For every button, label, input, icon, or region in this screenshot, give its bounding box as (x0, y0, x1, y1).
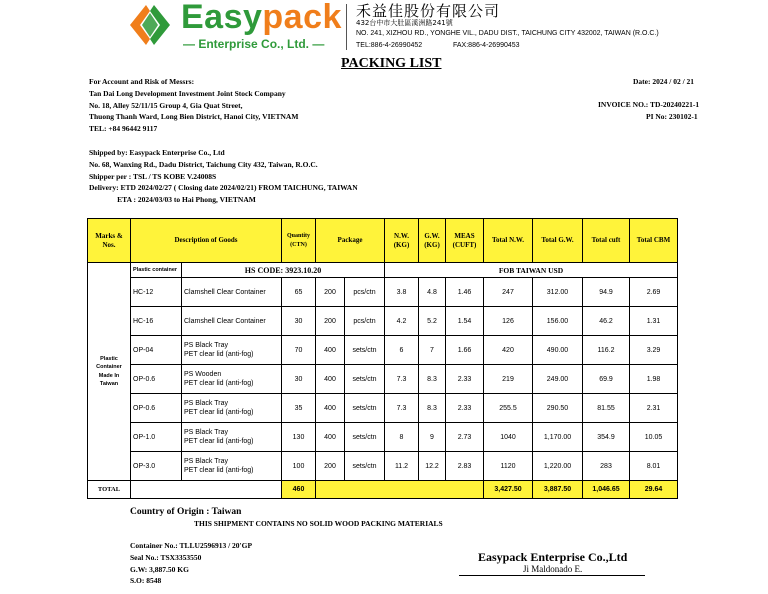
item-code: OP-0.6 (131, 394, 182, 423)
gross-weight: 12.2 (419, 452, 446, 481)
shipping-line: Shipped by: Easypack Enterprise Co., Ltd (89, 148, 225, 157)
grand-total-gross-weight: 3,887.50 (533, 481, 583, 499)
package-unit: sets/ctn (345, 394, 385, 423)
quantity-cell: 65 (282, 278, 316, 307)
net-weight: 3.8 (385, 278, 419, 307)
quantity-cell: 130 (282, 423, 316, 452)
header-cell: Package (316, 219, 385, 263)
address-chinese: 432台中市大肚區溪洲路241號 (356, 19, 453, 27)
quantity-cell: 100 (282, 452, 316, 481)
gross-weight: 7 (419, 336, 446, 365)
brand-name: Easypack (181, 0, 342, 36)
table-row (88, 452, 678, 481)
document-date: Date: 2024 / 02 / 21 (633, 77, 695, 86)
item-description: Clamshell Clear Container (182, 278, 282, 307)
account-line: Tan Dai Long Development Investment Joint Stock Company (89, 88, 286, 98)
meas-cell: 2.33 (446, 365, 484, 394)
grand-total-net-weight: 3,427.50 (484, 481, 533, 499)
header-cell: Total cuft (583, 219, 630, 263)
packing-table (87, 218, 678, 499)
net-weight: 8 (385, 423, 419, 452)
meas-cell: 1.46 (446, 278, 484, 307)
net-weight: 6 (385, 336, 419, 365)
total-label: TOTAL (88, 481, 131, 499)
item-code: OP-3.0 (131, 452, 182, 481)
table-row (88, 307, 678, 336)
shipping-line: Delivery: ETD 2024/02/27 ( Closing date 2024/02/21) FROM TAICHUNG, TAIWAN (89, 183, 358, 193)
total-gross-weight: 156.00 (533, 307, 583, 336)
total-gross-weight: 249.00 (533, 365, 583, 394)
net-weight: 4.2 (385, 307, 419, 336)
address-english: NO. 241, XIZHOU RD., YONGHE VIL., DADU DIST., TAICHUNG CITY 432002, TAIWAN (R.O.C.) (356, 30, 659, 37)
item-description: PS Wooden PET clear lid (anti-fog) (182, 365, 282, 394)
quantity-cell: 30 (282, 307, 316, 336)
signature-name: Ji Maldonado E. (523, 564, 583, 574)
meas-cell: 2.33 (446, 394, 484, 423)
shipping-block (89, 147, 358, 206)
header-cell: Description of Goods (131, 219, 282, 263)
shipping-line: ETA : 2024/03/03 to Hai Phong, VIETNAM (89, 195, 256, 205)
total-net-weight: 126 (484, 307, 533, 336)
header-cell: Quantity (CTN) (282, 219, 316, 263)
item-description: PS Black Tray PET clear lid (anti-fog) (182, 336, 282, 365)
net-weight: 7.3 (385, 394, 419, 423)
package-unit: pcs/ctn (345, 307, 385, 336)
package-unit: sets/ctn (345, 336, 385, 365)
item-code: OP-04 (131, 336, 182, 365)
item-code: HC-16 (131, 307, 182, 336)
account-block (89, 76, 298, 135)
net-weight: 11.2 (385, 452, 419, 481)
account-line: Thuong Thanh Ward, Long Bien District, Hanoi City, VIETNAM (89, 112, 299, 122)
easypack-logo-icon (126, 3, 174, 47)
plastic-container-label: Plastic container (131, 263, 182, 278)
total-cbm: 10.05 (630, 423, 678, 452)
container-line: G.W: 3,887.50 KG (130, 564, 189, 574)
total-cuft: 354.9 (583, 423, 630, 452)
total-cuft: 46.2 (583, 307, 630, 336)
package-unit: sets/ctn (345, 365, 385, 394)
account-line: TEL: +84 96442 9117 (89, 124, 158, 134)
container-line: Seal No.: TSX3353550 (130, 552, 202, 562)
account-line: For Account and Risk of Messrs: (89, 77, 195, 86)
total-blank (131, 481, 282, 499)
meas-cell: 1.54 (446, 307, 484, 336)
total-gross-weight: 1,220.00 (533, 452, 583, 481)
total-quantity: 460 (282, 481, 316, 499)
pi-number: PI No: 230102-1 (646, 112, 698, 121)
package-count: 200 (316, 278, 345, 307)
total-cbm: 2.31 (630, 394, 678, 423)
net-weight: 7.3 (385, 365, 419, 394)
total-row (88, 481, 678, 499)
total-cbm: 2.69 (630, 278, 678, 307)
table-row (88, 423, 678, 452)
package-count: 400 (316, 365, 345, 394)
quantity-cell: 35 (282, 394, 316, 423)
meas-cell: 2.73 (446, 423, 484, 452)
package-count: 400 (316, 394, 345, 423)
total-net-weight: 255.5 (484, 394, 533, 423)
total-cuft: 69.9 (583, 365, 630, 394)
total-cuft: 94.9 (583, 278, 630, 307)
telephone: TEL:886-4-26990452 (356, 42, 423, 49)
meas-cell: 2.83 (446, 452, 484, 481)
total-net-weight: 219 (484, 365, 533, 394)
package-unit: pcs/ctn (345, 278, 385, 307)
fob-label: FOB TAIWAN USD (385, 263, 678, 278)
quantity-cell: 70 (282, 336, 316, 365)
item-description: Clamshell Clear Container (182, 307, 282, 336)
package-unit: sets/ctn (345, 423, 385, 452)
account-line: No. 18, Alley 52/11/15 Group 4, Gia Quat Street, (89, 100, 243, 110)
item-description: PS Black Tray PET clear lid (anti-fog) (182, 394, 282, 423)
gross-weight: 9 (419, 423, 446, 452)
container-block (130, 540, 252, 587)
total-cbm: 1.98 (630, 365, 678, 394)
item-code: HC-12 (131, 278, 182, 307)
brand-subtitle: — Enterprise Co., Ltd. — (183, 37, 325, 51)
container-line: Container No.: TLLU2596913 / 20'GP (130, 541, 253, 550)
package-count: 400 (316, 423, 345, 452)
total-yellow-blank (316, 481, 484, 499)
header-cell: MEAS (CUFT) (446, 219, 484, 263)
item-description: PS Black Tray PET clear lid (anti-fog) (182, 452, 282, 481)
marks-cell: Plastic Container Made In Taiwan (88, 263, 131, 481)
total-cuft: 283 (583, 452, 630, 481)
header-cell: Total N.W. (484, 219, 533, 263)
package-count: 200 (316, 452, 345, 481)
hs-code: HS CODE: 3923.10.20 (182, 263, 385, 278)
total-gross-weight: 1,170.00 (533, 423, 583, 452)
item-code: OP-1.0 (131, 423, 182, 452)
table-row (88, 278, 678, 307)
package-count: 400 (316, 336, 345, 365)
signature-company: Easypack Enterprise Co.,Ltd (478, 550, 628, 564)
total-net-weight: 420 (484, 336, 533, 365)
grand-total-cuft: 1,046.65 (583, 481, 630, 499)
container-line: S.O: 8548 (130, 576, 162, 586)
item-description: PS Black Tray PET clear lid (anti-fog) (182, 423, 282, 452)
total-cbm: 1.31 (630, 307, 678, 336)
total-gross-weight: 290.50 (533, 394, 583, 423)
total-cuft: 116.2 (583, 336, 630, 365)
meas-cell: 1.66 (446, 336, 484, 365)
signature-line (459, 575, 645, 576)
header-divider (346, 4, 347, 50)
document-title: PACKING LIST (341, 56, 442, 71)
table-row (88, 394, 678, 423)
hs-code-row (88, 263, 678, 278)
shipping-line: No. 68, Wanxing Rd., Dadu District, Taichung City 432, Taiwan, R.O.C. (89, 159, 318, 169)
header-cell: G.W. (KG) (419, 219, 446, 263)
total-cuft: 81.55 (583, 394, 630, 423)
table-row (88, 365, 678, 394)
total-net-weight: 247 (484, 278, 533, 307)
total-gross-weight: 490.00 (533, 336, 583, 365)
total-cbm: 8.01 (630, 452, 678, 481)
quantity-cell: 30 (282, 365, 316, 394)
fax: FAX:886-4-26990453 (453, 42, 520, 49)
header-cell: Total G.W. (533, 219, 583, 263)
total-net-weight: 1120 (484, 452, 533, 481)
country-of-origin: Country of Origin : Taiwan (130, 507, 242, 517)
header-cell: N.W. (KG) (385, 219, 419, 263)
gross-weight: 8.3 (419, 394, 446, 423)
header-cell: Total CBM (630, 219, 678, 263)
package-count: 200 (316, 307, 345, 336)
package-unit: sets/ctn (345, 452, 385, 481)
total-net-weight: 1040 (484, 423, 533, 452)
total-cbm: 3.29 (630, 336, 678, 365)
header-cell: Marks & Nos. (88, 219, 131, 263)
table-header-row (88, 219, 678, 263)
grand-total-cbm: 29.64 (630, 481, 678, 499)
item-code: OP-0.6 (131, 365, 182, 394)
total-gross-weight: 312.00 (533, 278, 583, 307)
shipping-line: Shipper per : TSL / TS KOBE V.24008S (89, 171, 217, 181)
no-wood-statement: THIS SHIPMENT CONTAINS NO SOLID WOOD PACKING MATERIALS (194, 519, 443, 528)
gross-weight: 4.8 (419, 278, 446, 307)
invoice-number: INVOICE NO.: TD-20240221-1 (598, 100, 700, 109)
company-name-chinese: 禾益佳股份有限公司 (356, 2, 501, 20)
gross-weight: 5.2 (419, 307, 446, 336)
table-row (88, 336, 678, 365)
gross-weight: 8.3 (419, 365, 446, 394)
